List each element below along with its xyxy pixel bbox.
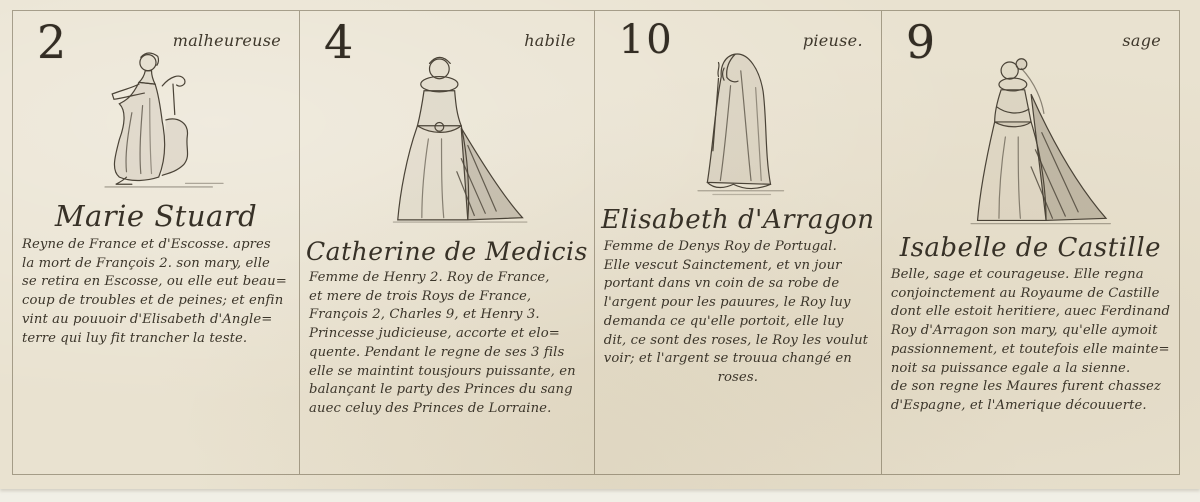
description-line: auec celuy des Princes de Lorraine.	[309, 401, 552, 417]
description-line: Femme de Denys Roy de Portugal.	[603, 239, 837, 254]
standing-queen-ruff-engraving-icon	[354, 47, 540, 233]
card-isabelle-de-castille	[881, 10, 1180, 475]
description-line: Reyne de France et d'Escosse. apres	[22, 237, 271, 252]
description-line: dont elle estoit heritiere, auec Ferdinand	[890, 304, 1171, 320]
figure-area	[939, 29, 1121, 229]
card-value: 9	[905, 15, 936, 69]
description-line: elle se maintint tousjours puissante, en	[309, 363, 576, 379]
card-title: Marie Stuard	[54, 199, 258, 233]
card-epithet: pieuse.	[802, 31, 863, 50]
description-line: se retira en Escosse, ou elle eut beau=	[22, 274, 287, 290]
description-line: Elle vescut Sainctement, et vn jour	[603, 257, 842, 273]
description-line: conjoinctement au Royaume de Castille	[890, 285, 1160, 301]
description-line: portant dans vn coin de sa robe de	[603, 276, 840, 292]
description-line: François 2, Charles 9, et Henry 3.	[309, 307, 540, 323]
card-epithet: malheureuse	[172, 31, 282, 50]
description-line: Femme de Henry 2. Roy de France,	[309, 270, 550, 285]
card-elisabeth-d-arragon	[594, 10, 881, 475]
description-line: noit sa puissance egale a la sienne.	[890, 360, 1131, 376]
description-line: passionnement, et toutefois elle mainte=	[890, 341, 1170, 357]
description-line: dit, ce sont des roses, le Roy les voulut	[603, 332, 869, 348]
card-value: 2	[37, 15, 67, 69]
figure-area	[659, 29, 817, 201]
description-line: Belle, sage et courageuse. Elle regna	[890, 267, 1144, 282]
description-line: terre qui luy fit trancher la teste.	[22, 330, 248, 346]
figure-area	[80, 29, 232, 195]
card-epithet: sage	[1122, 31, 1162, 50]
card-description	[888, 266, 1173, 416]
description-line: et mere de trois Roys de France,	[309, 288, 532, 304]
card-value: 10	[618, 17, 674, 63]
card-description	[306, 269, 588, 419]
description-line: balançant le party des Princes du sang	[309, 382, 573, 398]
card-description	[601, 238, 875, 388]
description-line: d'Espagne, et l'Amerique découuerte.	[890, 398, 1147, 414]
figure-area	[354, 29, 540, 233]
card-description	[19, 236, 293, 348]
card-title: Catherine de Medicis	[306, 237, 588, 266]
description-line: demanda ce qu'elle portoit, elle luy	[603, 313, 844, 329]
card-row	[12, 10, 1180, 475]
veiled-queen-engraving-icon	[659, 43, 817, 201]
description-line: coup de troubles et de peines; et enfin	[22, 293, 284, 309]
profile-queen-train-engraving-icon	[939, 47, 1121, 229]
seated-queen-engraving-icon	[80, 43, 232, 195]
description-line: voir; et l'argent se trouua changé en	[603, 351, 852, 367]
card-title: Elisabeth d'Arragon	[601, 205, 875, 235]
card-catherine-de-medicis	[299, 10, 594, 475]
description-line: la mort de François 2. son mary, elle	[22, 255, 270, 271]
description-line: quente. Pendant le regne de ses 3 fils	[309, 344, 565, 360]
description-line: Princesse judicieuse, accorte et elo=	[309, 326, 560, 342]
description-line: vint au pouuoir d'Elisabeth d'Angle=	[22, 311, 273, 327]
description-line: Roy d'Arragon son mary, qu'elle aymoit	[890, 323, 1158, 339]
card-title: Isabelle de Castille	[899, 233, 1162, 263]
card-value: 4	[324, 15, 354, 69]
card-epithet: habile	[524, 31, 576, 50]
description-line: de son regne les Maures furent chassez	[890, 379, 1161, 395]
card-marie-stuard	[12, 10, 299, 475]
description-line: l'argent pour les pauures, le Roy luy	[603, 295, 851, 311]
description-line: roses.	[717, 370, 758, 386]
